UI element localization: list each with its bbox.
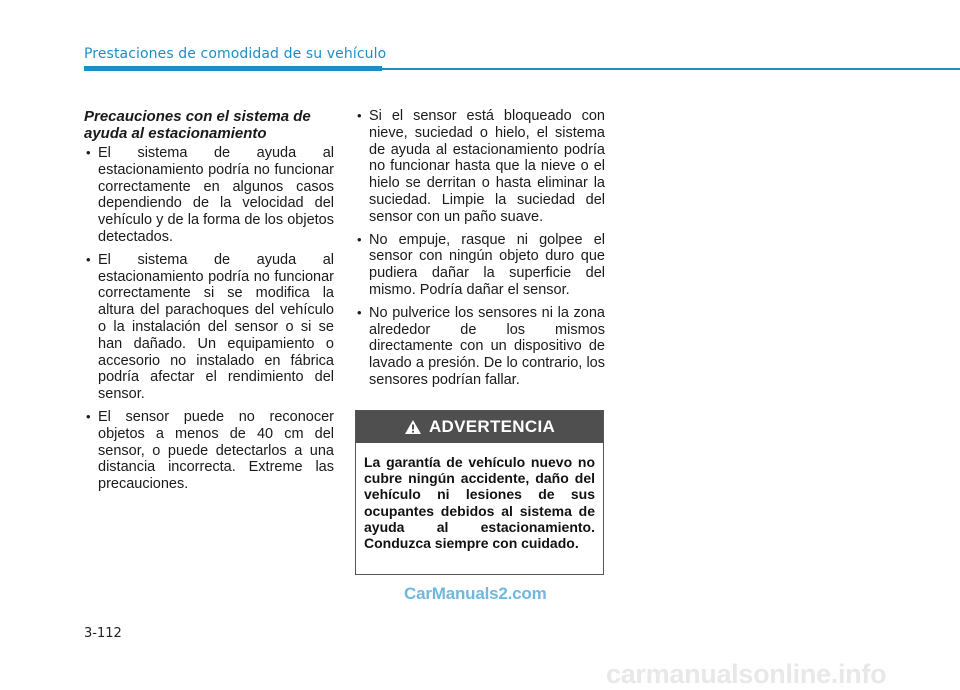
page-number: 3-112 [84,626,122,641]
list-item-text: Si el sensor está bloqueado con nieve, suciedad o hielo, el sistema de ayuda al estacionamiento podría no funcionar hasta que la nieve o el hielo se derritan o hasta eliminar la suciedad. Limpie la suciedad del sensor con un paño suave. [369,108,605,225]
warning-text: La garantía de vehículo nuevo no cubre ningún accidente, daño del vehículo ni lesiones de sus ocupantes debidos al sistema de ayuda al estacionamiento. Conduzca siempre con cuidado. [364,454,595,552]
warning-title: ADVERTENCIA [428,417,556,436]
warning-box [355,410,604,575]
list-item [355,232,605,299]
list-item-text: No pulverice los sensores ni la zona alrededor de los mismos directamente con un dispositivo de lavado a presión. De lo contrario, los sensores podrían fallar. [369,304,605,388]
bullet-icon: • [357,231,362,247]
list-item-text: El sensor puede no reconocer objetos a menos de 40 cm del sensor, o puede detectarlos a una distancia incorrecta. Extreme las precauciones. [98,408,334,493]
header-rule-thick [84,66,382,71]
list-item [84,409,334,493]
right-column [355,108,605,395]
subsection-heading: Precauciones con el sistema de ayuda al estacionamiento [84,108,311,142]
list-item-text: El sistema de ayuda al estacionamiento podría no funcionar correctamente en algunos casos dependiendo de la velocidad del vehículo y de la forma de los objetos detectados. [98,145,334,245]
watermark-link[interactable]: CarManuals2.com [404,584,547,603]
left-bullet-list [84,145,334,493]
bullet-icon: • [86,408,91,424]
list-item-text: El sistema de ayuda al estacionamiento podría no funcionar correctamente si se modifica la altura del parachoques del vehículo o la instalación del sensor o si se han dañado. Un equipamiento o accesorio no instalado en fábrica podría afectar el rendimiento del sensor. [98,251,334,403]
list-item [84,145,334,246]
bullet-icon: • [357,108,362,123]
section-title: Prestaciones de comodidad de su vehículo [84,46,387,62]
list-item [84,252,334,403]
list-item-text: No empuje, rasque ni golpee el sensor con ningún objeto duro que pudiera dañar la superficie del mismo. Podría dañar el sensor. [369,231,605,298]
list-item [355,108,605,226]
header-rule-thin [382,68,960,70]
bullet-icon: • [86,251,91,267]
right-bullet-list [355,108,605,389]
left-column [84,108,334,499]
list-item [355,305,605,389]
bullet-icon: • [357,304,362,320]
warning-header [356,411,603,443]
footer-watermark: carmanualsonline.info [606,659,887,689]
bullet-icon: • [86,145,91,160]
warning-triangle-icon [404,419,422,435]
